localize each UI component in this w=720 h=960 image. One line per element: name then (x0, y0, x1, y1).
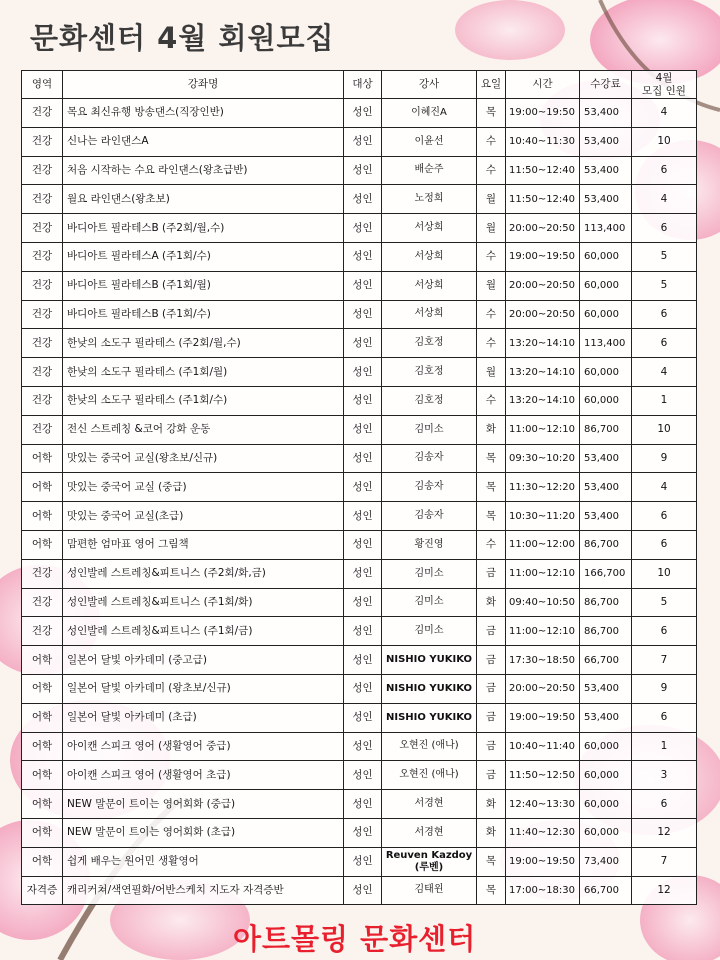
area-cell: 건강 (22, 242, 63, 271)
table-row (22, 559, 697, 588)
recruit-count-cell: 6 (632, 156, 697, 185)
time-cell: 11:00~12:10 (506, 415, 580, 444)
recruit-count-cell: 4 (632, 99, 697, 128)
page-title: 문화센터 4월 회원모집 (30, 21, 335, 55)
recruit-count-cell: 1 (632, 732, 697, 761)
time-cell: 09:30~10:20 (506, 444, 580, 473)
day-cell: 화 (477, 818, 506, 847)
instructor-cell: 오현진 (애나) (382, 732, 477, 761)
table-row (22, 703, 697, 732)
target-cell: 성인 (344, 790, 382, 819)
time-cell: 17:30~18:50 (506, 646, 580, 675)
time-cell: 11:00~12:10 (506, 559, 580, 588)
table-row (22, 242, 697, 271)
col-header-course: 강좌명 (63, 71, 344, 99)
fee-cell: 60,000 (580, 271, 632, 300)
recruit-count-cell: 4 (632, 358, 697, 387)
time-cell: 11:00~12:10 (506, 617, 580, 646)
instructor-cell: 서상희 (382, 300, 477, 329)
area-cell: 건강 (22, 386, 63, 415)
target-cell: 성인 (344, 646, 382, 675)
course-name-cell: 바디아트 필라테스B (주1회/월) (63, 271, 344, 300)
table-row (22, 300, 697, 329)
table-row (22, 790, 697, 819)
target-cell: 성인 (344, 386, 382, 415)
day-cell: 목 (477, 444, 506, 473)
class-schedule-table (21, 70, 697, 905)
time-cell: 10:40~11:40 (506, 732, 580, 761)
area-cell: 건강 (22, 185, 63, 214)
instructor-cell: Reuven Kazdoy (루벤) (382, 847, 477, 876)
instructor-cell: 서상희 (382, 271, 477, 300)
day-cell: 수 (477, 156, 506, 185)
time-cell: 12:40~13:30 (506, 790, 580, 819)
target-cell: 성인 (344, 559, 382, 588)
table-row (22, 473, 697, 502)
recruit-count-cell: 10 (632, 559, 697, 588)
recruit-count-cell: 4 (632, 185, 697, 214)
instructor-cell: 김송자 (382, 473, 477, 502)
fee-cell: 60,000 (580, 761, 632, 790)
table-row (22, 617, 697, 646)
target-cell: 성인 (344, 156, 382, 185)
course-name-cell: 처음 시작하는 수요 라인댄스(왕초급반) (63, 156, 344, 185)
fee-cell: 53,400 (580, 674, 632, 703)
instructor-cell: 김송자 (382, 502, 477, 531)
col-header-time: 시간 (506, 71, 580, 99)
area-cell: 건강 (22, 214, 63, 243)
instructor-cell: 김미소 (382, 617, 477, 646)
fee-cell: 53,400 (580, 156, 632, 185)
fee-cell: 53,400 (580, 185, 632, 214)
fee-cell: 60,000 (580, 300, 632, 329)
instructor-cell: 오현진 (애나) (382, 761, 477, 790)
day-cell: 수 (477, 127, 506, 156)
day-cell: 목 (477, 876, 506, 905)
day-cell: 금 (477, 617, 506, 646)
course-name-cell: 캐리커쳐/색연필화/어반스케치 지도자 자격증반 (63, 876, 344, 905)
table-row (22, 415, 697, 444)
target-cell: 성인 (344, 358, 382, 387)
fee-cell: 86,700 (580, 415, 632, 444)
course-name-cell: 한낮의 소도구 필라테스 (주1회/월) (63, 358, 344, 387)
instructor-cell: 김미소 (382, 415, 477, 444)
time-cell: 13:20~14:10 (506, 358, 580, 387)
area-cell: 건강 (22, 156, 63, 185)
fee-cell: 66,700 (580, 646, 632, 675)
course-name-cell: 일본어 달빛 아카데미 (왕초보/신규) (63, 674, 344, 703)
table-row (22, 156, 697, 185)
time-cell: 19:00~19:50 (506, 703, 580, 732)
instructor-cell: NISHIO YUKIKO (382, 703, 477, 732)
target-cell: 성인 (344, 674, 382, 703)
instructor-cell: 서경현 (382, 818, 477, 847)
course-name-cell: 맛있는 중국어 교실(초급) (63, 502, 344, 531)
time-cell: 13:20~14:10 (506, 329, 580, 358)
day-cell: 목 (477, 99, 506, 128)
area-cell: 건강 (22, 99, 63, 128)
course-name-cell: 월요 라인댄스(왕초보) (63, 185, 344, 214)
time-cell: 11:50~12:40 (506, 156, 580, 185)
area-cell: 건강 (22, 300, 63, 329)
recruit-count-cell: 1 (632, 386, 697, 415)
time-cell: 20:00~20:50 (506, 214, 580, 243)
area-cell: 건강 (22, 559, 63, 588)
course-name-cell: 바디아트 필라테스B (주2회/월,수) (63, 214, 344, 243)
table-row (22, 530, 697, 559)
course-name-cell: 한낮의 소도구 필라테스 (주1회/수) (63, 386, 344, 415)
time-cell: 11:40~12:30 (506, 818, 580, 847)
area-cell: 어학 (22, 732, 63, 761)
time-cell: 10:30~11:20 (506, 502, 580, 531)
course-name-cell: 아이캔 스피크 영어 (생활영어 중급) (63, 732, 344, 761)
recruit-count-cell: 3 (632, 761, 697, 790)
area-cell: 건강 (22, 127, 63, 156)
course-name-cell: 신나는 라인댄스A (63, 127, 344, 156)
instructor-cell: 김미소 (382, 588, 477, 617)
table-row (22, 847, 697, 876)
course-name-cell: 일본어 달빛 아카데미 (초급) (63, 703, 344, 732)
recruit-count-cell: 6 (632, 790, 697, 819)
fee-cell: 86,700 (580, 530, 632, 559)
day-cell: 수 (477, 300, 506, 329)
day-cell: 수 (477, 530, 506, 559)
col-header-day: 요일 (477, 71, 506, 99)
target-cell: 성인 (344, 502, 382, 531)
table-row (22, 185, 697, 214)
day-cell: 화 (477, 588, 506, 617)
area-cell: 어학 (22, 847, 63, 876)
instructor-cell: 이혜진A (382, 99, 477, 128)
recruit-count-cell: 5 (632, 271, 697, 300)
col-header-instructor: 강사 (382, 71, 477, 99)
area-cell: 어학 (22, 530, 63, 559)
time-cell: 11:30~12:20 (506, 473, 580, 502)
instructor-cell: 김호정 (382, 358, 477, 387)
fee-cell: 60,000 (580, 818, 632, 847)
day-cell: 금 (477, 674, 506, 703)
table-row (22, 646, 697, 675)
table-row (22, 271, 697, 300)
col-header-target: 대상 (344, 71, 382, 99)
instructor-cell: 서상희 (382, 214, 477, 243)
table-row (22, 127, 697, 156)
time-cell: 20:00~20:50 (506, 674, 580, 703)
table-header-row (22, 71, 697, 99)
target-cell: 성인 (344, 876, 382, 905)
target-cell: 성인 (344, 530, 382, 559)
course-name-cell: 맘편한 엄마표 영어 그림책 (63, 530, 344, 559)
instructor-cell: 황진영 (382, 530, 477, 559)
footer-brand: 아트몰링 문화센터 (233, 922, 477, 956)
fee-cell: 53,400 (580, 703, 632, 732)
course-name-cell: NEW 말문이 트이는 영어회화 (중급) (63, 790, 344, 819)
target-cell: 성인 (344, 271, 382, 300)
day-cell: 수 (477, 329, 506, 358)
area-cell: 건강 (22, 329, 63, 358)
recruit-count-cell: 9 (632, 444, 697, 473)
table-row (22, 358, 697, 387)
fee-cell: 60,000 (580, 386, 632, 415)
instructor-cell: 노정희 (382, 185, 477, 214)
fee-cell: 113,400 (580, 214, 632, 243)
target-cell: 성인 (344, 588, 382, 617)
day-cell: 금 (477, 732, 506, 761)
time-cell: 11:50~12:50 (506, 761, 580, 790)
table-row (22, 214, 697, 243)
table-row (22, 329, 697, 358)
fee-cell: 60,000 (580, 732, 632, 761)
time-cell: 17:00~18:30 (506, 876, 580, 905)
course-name-cell: 성인발레 스트레칭&피트니스 (주1회/금) (63, 617, 344, 646)
target-cell: 성인 (344, 818, 382, 847)
target-cell: 성인 (344, 214, 382, 243)
recruit-count-cell: 7 (632, 646, 697, 675)
target-cell: 성인 (344, 99, 382, 128)
day-cell: 금 (477, 646, 506, 675)
target-cell: 성인 (344, 732, 382, 761)
area-cell: 어학 (22, 761, 63, 790)
recruit-count-cell: 10 (632, 127, 697, 156)
recruit-count-cell: 6 (632, 502, 697, 531)
recruit-count-cell: 7 (632, 847, 697, 876)
day-cell: 수 (477, 242, 506, 271)
time-cell: 13:20~14:10 (506, 386, 580, 415)
fee-cell: 60,000 (580, 358, 632, 387)
fee-cell: 166,700 (580, 559, 632, 588)
area-cell: 자격증 (22, 876, 63, 905)
instructor-cell: 김호정 (382, 329, 477, 358)
area-cell: 건강 (22, 415, 63, 444)
recruit-count-cell: 6 (632, 329, 697, 358)
table-row (22, 674, 697, 703)
table-row (22, 386, 697, 415)
recruit-count-cell: 6 (632, 214, 697, 243)
target-cell: 성인 (344, 185, 382, 214)
course-name-cell: 성인발레 스트레칭&피트니스 (주2회/화,금) (63, 559, 344, 588)
fee-cell: 60,000 (580, 790, 632, 819)
target-cell: 성인 (344, 300, 382, 329)
recruit-count-cell: 6 (632, 530, 697, 559)
instructor-cell: 김호정 (382, 386, 477, 415)
course-name-cell: 목요 최신유행 방송댄스(직장인반) (63, 99, 344, 128)
instructor-cell: NISHIO YUKIKO (382, 646, 477, 675)
fee-cell: 113,400 (580, 329, 632, 358)
col-header-area: 영역 (22, 71, 63, 99)
table-row (22, 502, 697, 531)
instructor-cell: 서경현 (382, 790, 477, 819)
course-name-cell: 바디아트 필라테스B (주1회/수) (63, 300, 344, 329)
recruit-count-cell: 5 (632, 588, 697, 617)
target-cell: 성인 (344, 444, 382, 473)
time-cell: 19:00~19:50 (506, 242, 580, 271)
area-cell: 어학 (22, 703, 63, 732)
area-cell: 어학 (22, 444, 63, 473)
recruit-count-cell: 6 (632, 703, 697, 732)
area-cell: 건강 (22, 358, 63, 387)
table-row (22, 444, 697, 473)
table-row (22, 732, 697, 761)
day-cell: 화 (477, 790, 506, 819)
table-row (22, 588, 697, 617)
day-cell: 목 (477, 502, 506, 531)
fee-cell: 66,700 (580, 876, 632, 905)
target-cell: 성인 (344, 415, 382, 444)
col-header-fee: 수강료 (580, 71, 632, 99)
fee-cell: 86,700 (580, 588, 632, 617)
day-cell: 수 (477, 386, 506, 415)
instructor-cell: 서상희 (382, 242, 477, 271)
recruit-count-cell: 6 (632, 300, 697, 329)
table-row (22, 818, 697, 847)
course-name-cell: 맛있는 중국어 교실(왕초보/신규) (63, 444, 344, 473)
day-cell: 월 (477, 271, 506, 300)
fee-cell: 53,400 (580, 99, 632, 128)
course-name-cell: 바디아트 필라테스A (주1회/수) (63, 242, 344, 271)
fee-cell: 53,400 (580, 473, 632, 502)
day-cell: 목 (477, 473, 506, 502)
area-cell: 건강 (22, 271, 63, 300)
day-cell: 화 (477, 415, 506, 444)
course-name-cell: 한낮의 소도구 필라테스 (주2회/월,수) (63, 329, 344, 358)
area-cell: 어학 (22, 646, 63, 675)
time-cell: 09:40~10:50 (506, 588, 580, 617)
area-cell: 어학 (22, 502, 63, 531)
course-name-cell: 쉽게 배우는 원어민 생활영어 (63, 847, 344, 876)
recruit-count-cell: 9 (632, 674, 697, 703)
fee-cell: 53,400 (580, 502, 632, 531)
fee-cell: 60,000 (580, 242, 632, 271)
recruit-count-cell: 4 (632, 473, 697, 502)
time-cell: 20:00~20:50 (506, 271, 580, 300)
recruit-count-cell: 12 (632, 876, 697, 905)
table-row (22, 99, 697, 128)
time-cell: 19:00~19:50 (506, 847, 580, 876)
course-name-cell: NEW 말문이 트이는 영어회화 (초급) (63, 818, 344, 847)
time-cell: 11:00~12:00 (506, 530, 580, 559)
target-cell: 성인 (344, 329, 382, 358)
day-cell: 월 (477, 358, 506, 387)
day-cell: 월 (477, 214, 506, 243)
area-cell: 어학 (22, 818, 63, 847)
target-cell: 성인 (344, 703, 382, 732)
target-cell: 성인 (344, 761, 382, 790)
instructor-cell: 김태윈 (382, 876, 477, 905)
instructor-cell: NISHIO YUKIKO (382, 674, 477, 703)
table-row (22, 876, 697, 905)
recruit-count-cell: 10 (632, 415, 697, 444)
day-cell: 금 (477, 703, 506, 732)
course-name-cell: 일본어 달빛 아카데미 (중고급) (63, 646, 344, 675)
course-name-cell: 전신 스트레칭 &코어 강화 운동 (63, 415, 344, 444)
table-row (22, 761, 697, 790)
recruit-count-cell: 12 (632, 818, 697, 847)
fee-cell: 73,400 (580, 847, 632, 876)
course-name-cell: 성인발레 스트레칭&피트니스 (주1회/화) (63, 588, 344, 617)
instructor-cell: 배순주 (382, 156, 477, 185)
target-cell: 성인 (344, 242, 382, 271)
target-cell: 성인 (344, 473, 382, 502)
target-cell: 성인 (344, 127, 382, 156)
target-cell: 성인 (344, 847, 382, 876)
area-cell: 어학 (22, 674, 63, 703)
area-cell: 어학 (22, 473, 63, 502)
instructor-cell: 김미소 (382, 559, 477, 588)
course-name-cell: 맛있는 중국어 교실 (중급) (63, 473, 344, 502)
time-cell: 11:50~12:40 (506, 185, 580, 214)
area-cell: 건강 (22, 588, 63, 617)
day-cell: 금 (477, 559, 506, 588)
fee-cell: 53,400 (580, 127, 632, 156)
time-cell: 20:00~20:50 (506, 300, 580, 329)
time-cell: 10:40~11:30 (506, 127, 580, 156)
instructor-cell: 김송자 (382, 444, 477, 473)
recruit-count-cell: 6 (632, 617, 697, 646)
day-cell: 월 (477, 185, 506, 214)
area-cell: 건강 (22, 617, 63, 646)
recruit-count-cell: 5 (632, 242, 697, 271)
area-cell: 어학 (22, 790, 63, 819)
time-cell: 19:00~19:50 (506, 99, 580, 128)
instructor-cell: 이윤선 (382, 127, 477, 156)
course-name-cell: 아이캔 스피크 영어 (생활영어 초급) (63, 761, 344, 790)
target-cell: 성인 (344, 617, 382, 646)
fee-cell: 53,400 (580, 444, 632, 473)
day-cell: 금 (477, 761, 506, 790)
col-header-recruit: 4월 모집 인원 (632, 71, 697, 99)
fee-cell: 86,700 (580, 617, 632, 646)
day-cell: 목 (477, 847, 506, 876)
